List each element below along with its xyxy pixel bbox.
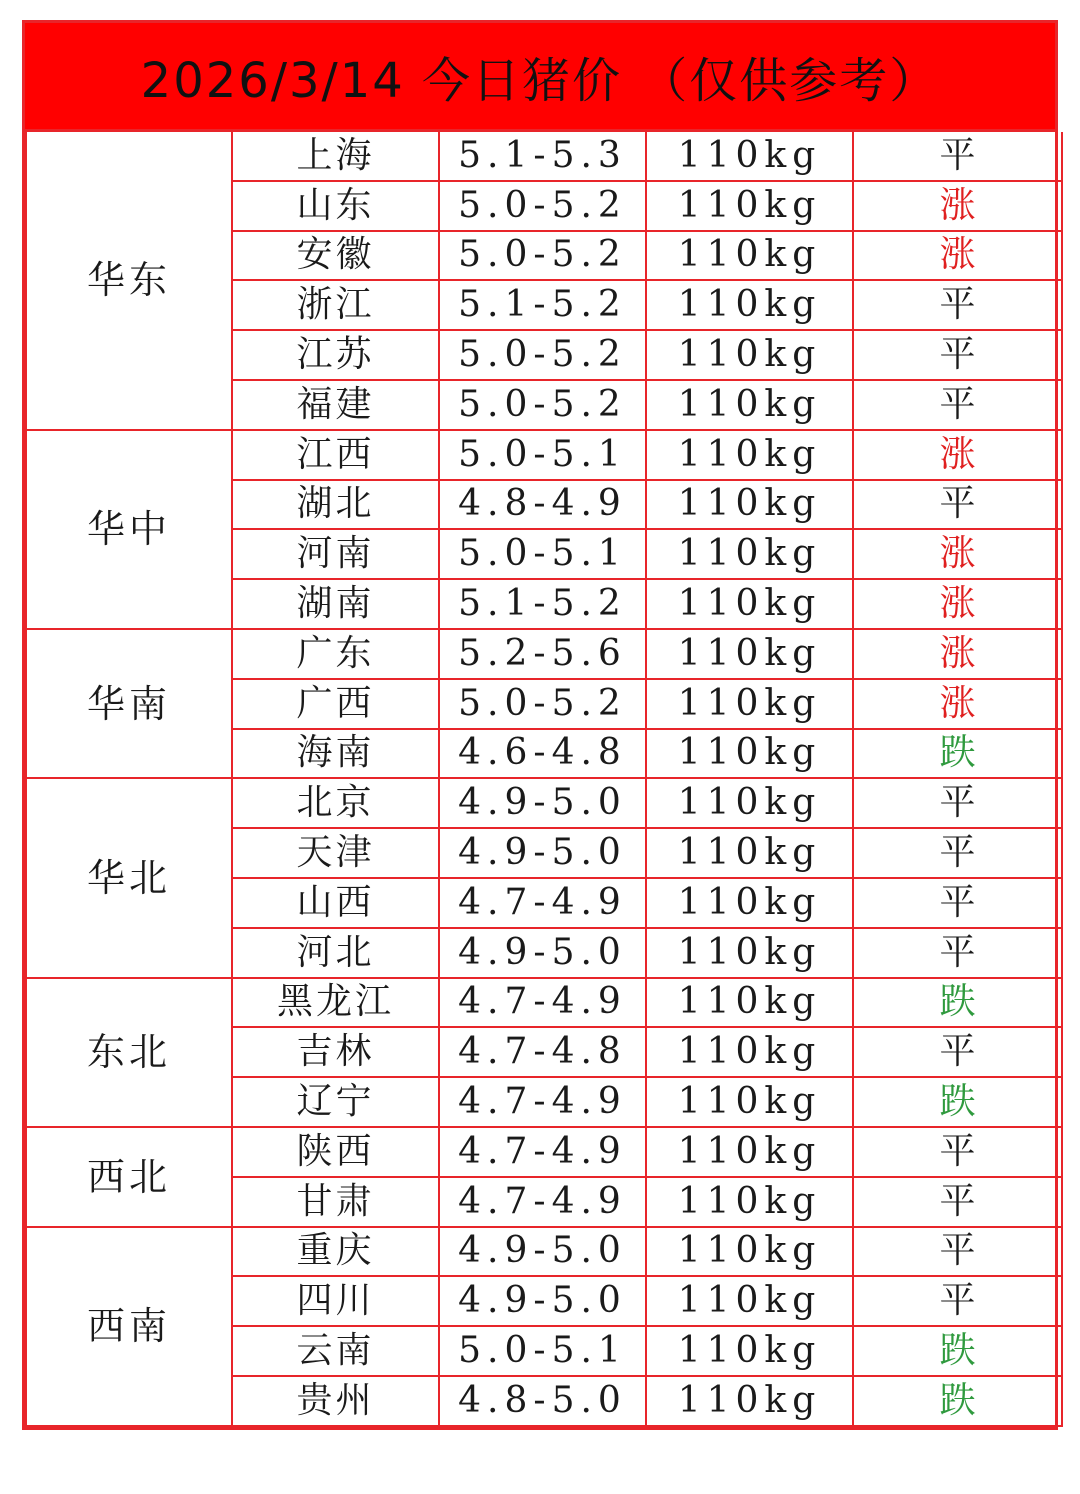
trend-cell: 平 [853, 1027, 1062, 1077]
price-cell: 5.0-5.1 [439, 1326, 646, 1376]
weight-cell: 110kg [646, 231, 853, 281]
weight-cell: 110kg [646, 380, 853, 430]
price-cell: 4.7-4.9 [439, 1077, 646, 1127]
table-row [26, 778, 1062, 828]
trend-cell: 平 [853, 878, 1062, 928]
price-cell: 4.6-4.8 [439, 729, 646, 779]
price-cell: 5.2-5.6 [439, 629, 646, 679]
trend-cell: 涨 [853, 629, 1062, 679]
price-cell: 4.7-4.9 [439, 978, 646, 1028]
weight-cell: 110kg [646, 1077, 853, 1127]
city-cell: 江苏 [232, 330, 439, 380]
city-cell: 山西 [232, 878, 439, 928]
city-cell: 河北 [232, 928, 439, 978]
price-cell: 4.9-5.0 [439, 828, 646, 878]
trend-cell: 平 [853, 1276, 1062, 1326]
city-cell: 浙江 [232, 280, 439, 330]
trend-cell: 平 [853, 828, 1062, 878]
price-cell: 5.0-5.2 [439, 231, 646, 281]
weight-cell: 110kg [646, 828, 853, 878]
city-cell: 海南 [232, 729, 439, 779]
trend-cell: 平 [853, 380, 1062, 430]
price-cell: 4.7-4.8 [439, 1027, 646, 1077]
city-cell: 山东 [232, 181, 439, 231]
city-cell: 云南 [232, 1326, 439, 1376]
city-cell: 吉林 [232, 1027, 439, 1077]
weight-cell: 110kg [646, 132, 853, 181]
city-cell: 广西 [232, 679, 439, 729]
city-cell: 辽宁 [232, 1077, 439, 1127]
city-cell: 上海 [232, 132, 439, 181]
city-cell: 河南 [232, 529, 439, 579]
trend-cell: 涨 [853, 430, 1062, 480]
price-table-body [26, 132, 1062, 1426]
trend-cell: 跌 [853, 729, 1062, 779]
trend-cell: 平 [853, 330, 1062, 380]
table-row [26, 430, 1062, 480]
weight-cell: 110kg [646, 878, 853, 928]
weight-cell: 110kg [646, 529, 853, 579]
region-cell: 东北 [26, 978, 232, 1127]
trend-cell: 跌 [853, 1077, 1062, 1127]
weight-cell: 110kg [646, 280, 853, 330]
price-cell: 5.1-5.2 [439, 280, 646, 330]
price-cell: 5.0-5.1 [439, 529, 646, 579]
region-cell: 华东 [26, 132, 232, 430]
region-cell: 西南 [26, 1227, 232, 1426]
city-cell: 四川 [232, 1276, 439, 1326]
city-cell: 江西 [232, 430, 439, 480]
price-cell: 5.0-5.2 [439, 679, 646, 729]
trend-cell: 跌 [853, 978, 1062, 1028]
weight-cell: 110kg [646, 1177, 853, 1227]
city-cell: 安徽 [232, 231, 439, 281]
weight-cell: 110kg [646, 579, 853, 629]
weight-cell: 110kg [646, 629, 853, 679]
price-cell: 4.7-4.9 [439, 1127, 646, 1177]
trend-cell: 平 [853, 1227, 1062, 1277]
weight-cell: 110kg [646, 430, 853, 480]
weight-cell: 110kg [646, 729, 853, 779]
city-cell: 贵州 [232, 1376, 439, 1426]
weight-cell: 110kg [646, 1127, 853, 1177]
region-cell: 华北 [26, 778, 232, 977]
city-cell: 天津 [232, 828, 439, 878]
price-cell: 5.0-5.1 [439, 430, 646, 480]
weight-cell: 110kg [646, 1326, 853, 1376]
price-cell: 4.8-5.0 [439, 1376, 646, 1426]
weight-cell: 110kg [646, 480, 853, 530]
price-cell: 4.9-5.0 [439, 928, 646, 978]
city-cell: 重庆 [232, 1227, 439, 1277]
weight-cell: 110kg [646, 330, 853, 380]
city-cell: 福建 [232, 380, 439, 430]
trend-cell: 跌 [853, 1326, 1062, 1376]
city-cell: 广东 [232, 629, 439, 679]
trend-cell: 平 [853, 778, 1062, 828]
region-cell: 华中 [26, 430, 232, 629]
weight-cell: 110kg [646, 1276, 853, 1326]
city-cell: 黑龙江 [232, 978, 439, 1028]
price-table [25, 132, 1063, 1427]
trend-cell: 涨 [853, 529, 1062, 579]
price-cell: 4.7-4.9 [439, 878, 646, 928]
weight-cell: 110kg [646, 1376, 853, 1426]
city-cell: 北京 [232, 778, 439, 828]
table-row [26, 132, 1062, 181]
region-cell: 西北 [26, 1127, 232, 1227]
price-cell: 5.0-5.2 [439, 380, 646, 430]
weight-cell: 110kg [646, 679, 853, 729]
price-cell: 5.0-5.2 [439, 181, 646, 231]
city-cell: 陕西 [232, 1127, 439, 1177]
price-cell: 5.1-5.3 [439, 132, 646, 181]
weight-cell: 110kg [646, 1027, 853, 1077]
table-row [26, 1127, 1062, 1177]
price-cell: 4.8-4.9 [439, 480, 646, 530]
trend-cell: 跌 [853, 1376, 1062, 1426]
region-cell: 华南 [26, 629, 232, 778]
city-cell: 湖北 [232, 480, 439, 530]
trend-cell: 平 [853, 1127, 1062, 1177]
weight-cell: 110kg [646, 978, 853, 1028]
price-cell: 4.9-5.0 [439, 778, 646, 828]
trend-cell: 平 [853, 480, 1062, 530]
weight-cell: 110kg [646, 778, 853, 828]
table-row [26, 629, 1062, 679]
trend-cell: 涨 [853, 679, 1062, 729]
price-cell: 5.1-5.2 [439, 579, 646, 629]
weight-cell: 110kg [646, 1227, 853, 1277]
title-bar [25, 23, 1055, 132]
trend-cell: 涨 [853, 579, 1062, 629]
price-sheet [22, 20, 1058, 1430]
price-cell: 4.9-5.0 [439, 1227, 646, 1277]
price-cell: 4.9-5.0 [439, 1276, 646, 1326]
weight-cell: 110kg [646, 181, 853, 231]
trend-cell: 平 [853, 280, 1062, 330]
price-cell: 5.0-5.2 [439, 330, 646, 380]
table-row [26, 978, 1062, 1028]
table-row [26, 1227, 1062, 1277]
trend-cell: 平 [853, 928, 1062, 978]
page-title: 2026/3/14 今日猪价 （仅供参考） [140, 52, 940, 109]
trend-cell: 涨 [853, 181, 1062, 231]
trend-cell: 涨 [853, 231, 1062, 281]
trend-cell: 平 [853, 132, 1062, 181]
weight-cell: 110kg [646, 928, 853, 978]
price-cell: 4.7-4.9 [439, 1177, 646, 1227]
trend-cell: 平 [853, 1177, 1062, 1227]
city-cell: 湖南 [232, 579, 439, 629]
city-cell: 甘肃 [232, 1177, 439, 1227]
